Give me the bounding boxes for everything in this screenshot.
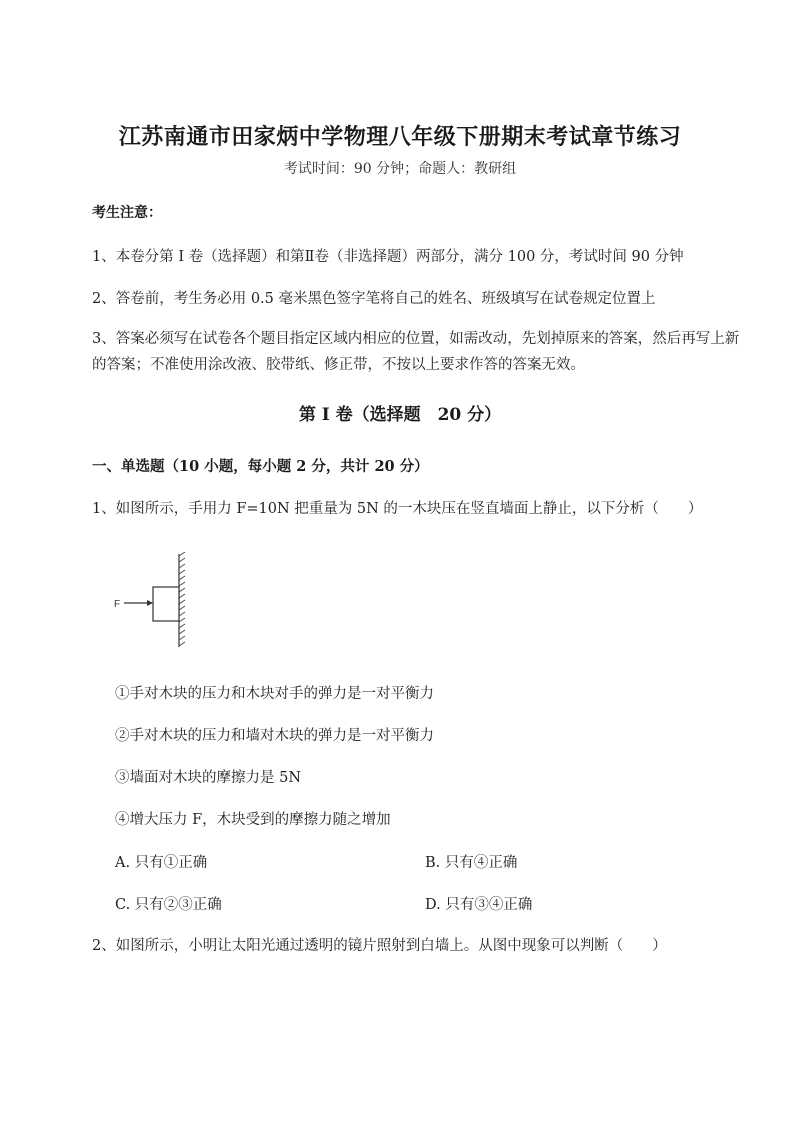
part-heading: 一、单选题（10 小题，每小题 2 分，共计 20 分） (92, 458, 429, 475)
statement-4: ④增大压力 F，木块受到的摩擦力随之增加 (115, 812, 391, 828)
statement-1: ①手对木块的压力和木块对手的弹力是一对平衡力 (115, 686, 434, 702)
statement-2: ②手对木块的压力和墙对木块的弹力是一对平衡力 (115, 728, 434, 744)
question-2-stem: 2、如图所示，小明让太阳光通过透明的镜片照射到白墙上。从图中现象可以判断（ ） (92, 938, 667, 954)
statement-3: ③墙面对木块的摩擦力是 5N (115, 770, 302, 786)
notice-item-2: 2、答卷前，考生务必用 0.5 毫米黑色签字笔将自己的姓名、班级填写在试卷规定位置上 (92, 291, 656, 307)
notice-heading: 考生注意： (92, 205, 162, 221)
notice-item-1: 1、本卷分第 I 卷（选择题）和第Ⅱ卷（非选择题）两部分，满分 100 分，考试时间 90 分钟 (92, 249, 684, 265)
option-c: C. 只有②③正确 (115, 897, 222, 913)
option-a: A. 只有①正确 (115, 855, 208, 871)
notice-item-3: 3、答案必须写在试卷各个题目指定区域内相应的位置，如需改动，先划掉原来的答案，然后再写上新的答案；不准使用涂改液、胶带纸、修正带，不按以上要求作答的答案无效。 (92, 331, 740, 373)
option-b: B. 只有④正确 (425, 855, 518, 871)
option-d: D. 只有③④正确 (425, 897, 533, 913)
wooden-block (153, 587, 179, 621)
force-label: F (114, 599, 121, 610)
exam-title: 江苏南通市田家炳中学物理八年级下册期末考试章节练习 (118, 124, 682, 150)
question-1-stem: 1、如图所示，手用力 F=10N 把重量为 5N 的一木块压在竖直墙面上静止，以下分析（ ） (92, 501, 703, 517)
block-wall-figure (112, 552, 202, 652)
exam-subtitle: 考试时间：90 分钟；命题人：教研组 (283, 161, 517, 177)
section-title: 第 I 卷（选择题 20 分） (298, 405, 502, 425)
